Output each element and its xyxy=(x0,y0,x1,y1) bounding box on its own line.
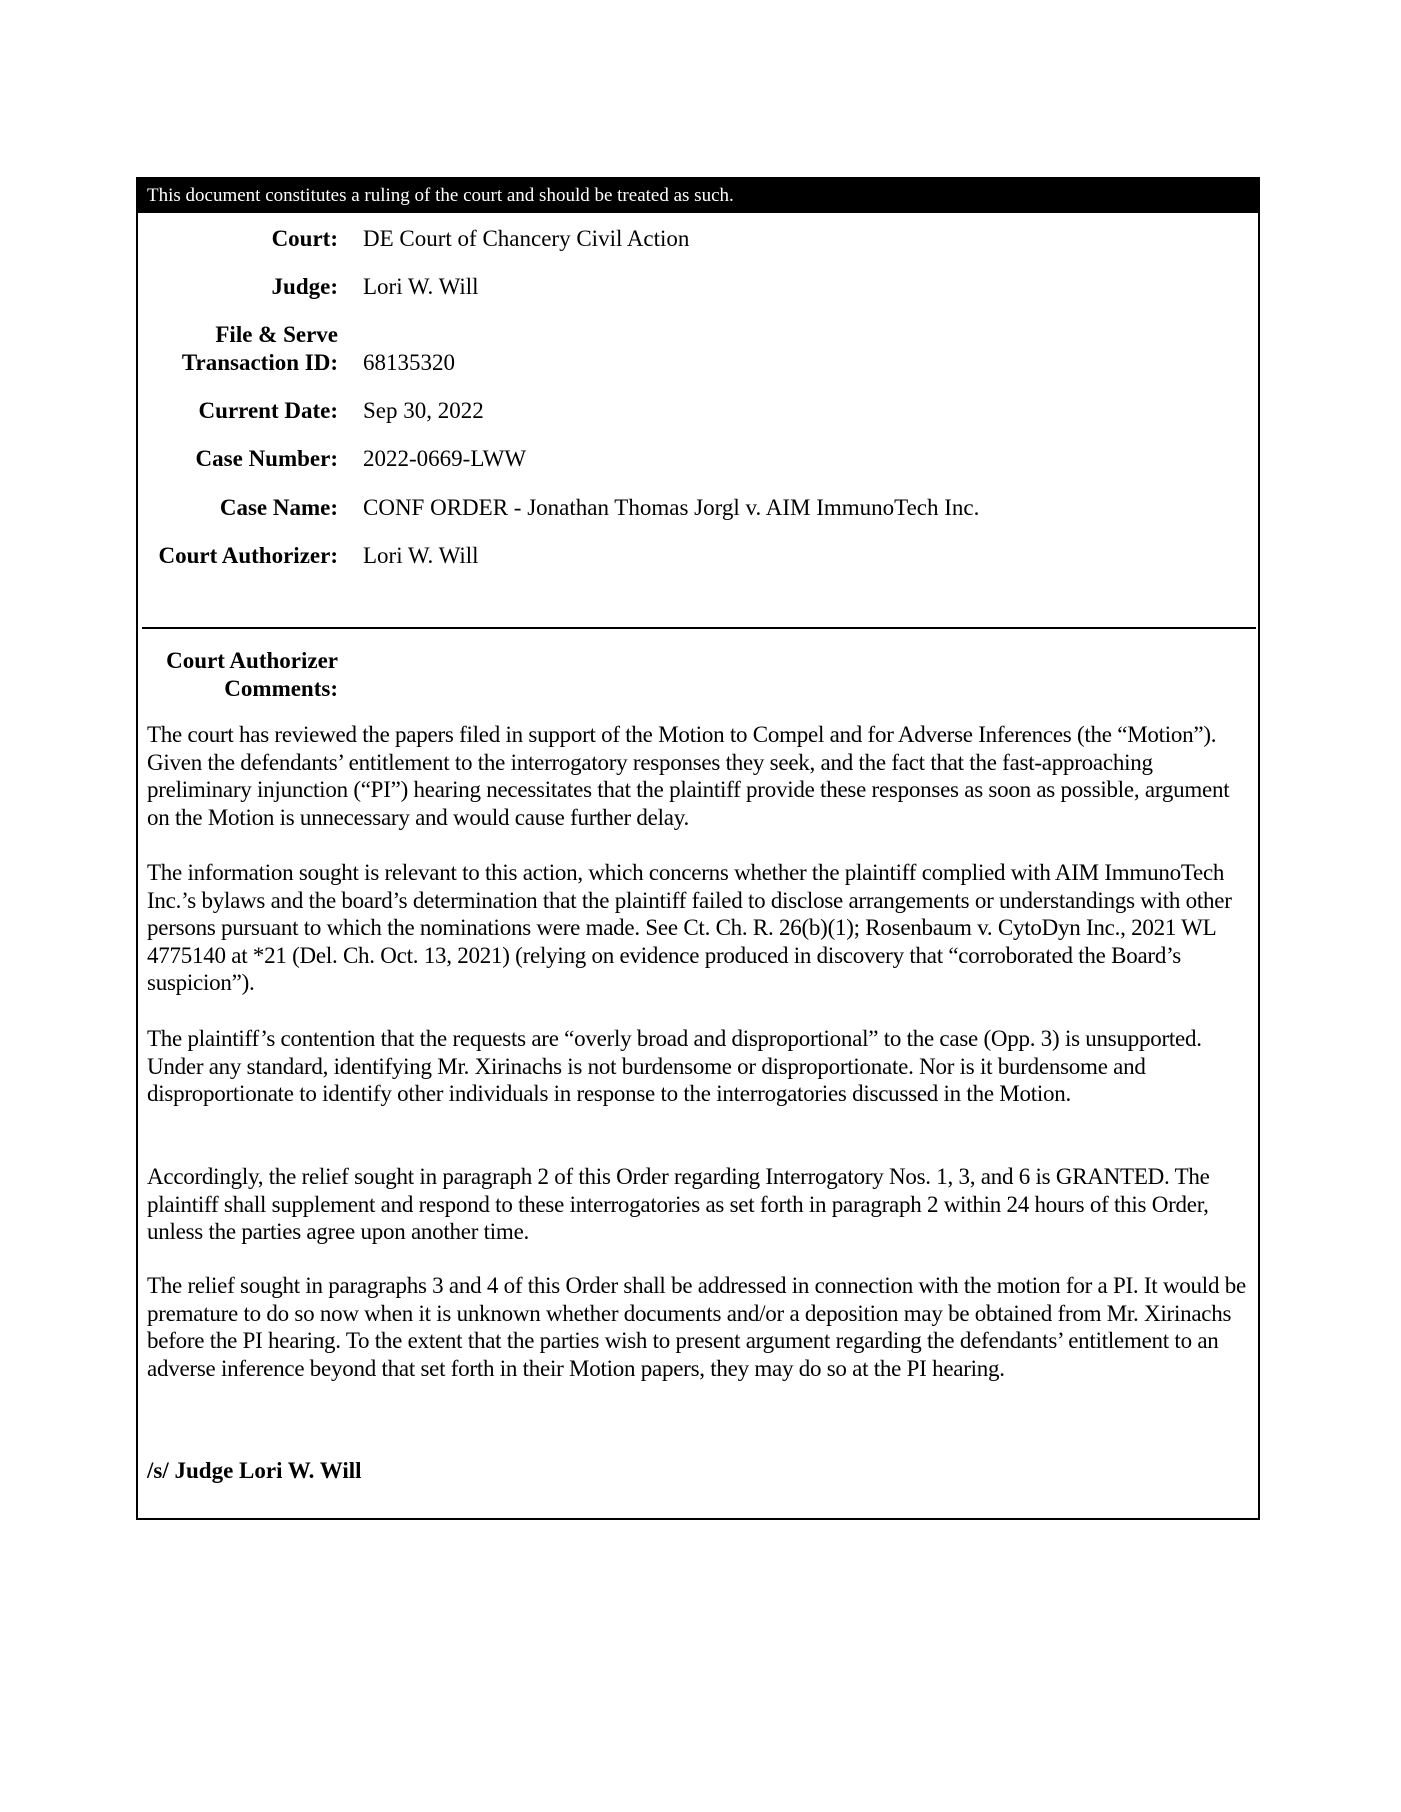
comment-paragraph-2: The information sought is relevant to this action, which concerns whether the plaintiff complied with AIM ImmunoTech Inc.’s bylaws and the board’s determination that the plaintiff failed to disclose arrangements or understandings with other persons pursuant to which the nominations were made. See Ct. Ch. R. 26(b)(1); Rosenbaum v. CytoDyn Inc., 2021 WL 4775140 at *21 (Del. Ch. Oct. 13, 2021) (relying on evidence produced in discovery that “corroborated the Board’s suspicion”). xyxy=(147,860,1232,996)
court-authorizer-label: Court Authorizer: xyxy=(158,543,338,568)
current-date-value: Sep 30, 2022 xyxy=(363,398,484,423)
judge-value: Lori W. Will xyxy=(363,274,479,299)
judge-signature: /s/ Judge Lori W. Will xyxy=(147,1458,362,1483)
case-name-value: CONF ORDER - Jonathan Thomas Jorgl v. AIM ImmunoTech Inc. xyxy=(363,495,980,520)
court-ruling-document xyxy=(136,177,1260,1520)
comment-paragraph-3: The plaintiff’s contention that the requests are “overly broad and disproportional” to the case (Opp. 3) is unsupported. Under any standard, identifying Mr. Xirinachs is not burdensome or disproportionate. Nor is it burdensome and disproportionate to identify other individuals in response to the interrogatories discussed in the Motion. xyxy=(147,1026,1202,1107)
comment-paragraph-1: The court has reviewed the papers filed in support of the Motion to Compel and for Adverse Inferences (the “Motion”). Given the defendants’ entitlement to the interrogatory responses they seek, and the fact that the fast-approaching preliminary injunction (“PI”) hearing necessitates that the plaintiff provide these responses as soon as possible, argument on the Motion is unnecessary and would cause further delay. xyxy=(147,722,1230,830)
ruling-banner: This document constitutes a ruling of the court and should be treated as such. xyxy=(138,179,1258,213)
comment-paragraph-4: Accordingly, the relief sought in paragraph 2 of this Order regarding Interrogatory Nos. 1, 3, and 6 is GRANTED. The plaintiff shall supplement and respond to these interrogatories as set forth in paragraph 2 within 24 hours of this Order, unless the parties agree upon another time. xyxy=(147,1164,1210,1245)
transaction-label-line2: Transaction ID: xyxy=(181,350,338,375)
section-divider xyxy=(142,627,1256,629)
court-label: Court: xyxy=(271,226,338,251)
comments-label-line1: Court Authorizer xyxy=(166,648,338,673)
case-name-label: Case Name: xyxy=(219,495,338,520)
comment-paragraph-5: The relief sought in paragraphs 3 and 4 of this Order shall be addressed in connection with the motion for a PI. It would be premature to do so now when it is unknown whether documents and/or a deposition may be obtained from Mr. Xirinachs before the PI hearing. To the extent that the parties wish to present argument regarding the defendants’ entitlement to an adverse inference beyond that set forth in their Motion papers, they may do so at the PI hearing. xyxy=(147,1273,1246,1381)
transaction-label-line1: File & Serve xyxy=(215,322,338,347)
transaction-id-value: 68135320 xyxy=(363,350,455,375)
case-number-value: 2022-0669-LWW xyxy=(363,446,527,471)
comments-label-line2: Comments: xyxy=(224,676,338,701)
current-date-label: Current Date: xyxy=(198,398,338,423)
judge-label: Judge: xyxy=(271,274,338,299)
case-number-label: Case Number: xyxy=(195,446,338,471)
court-value: DE Court of Chancery Civil Action xyxy=(363,226,690,251)
court-authorizer-value: Lori W. Will xyxy=(363,543,479,568)
